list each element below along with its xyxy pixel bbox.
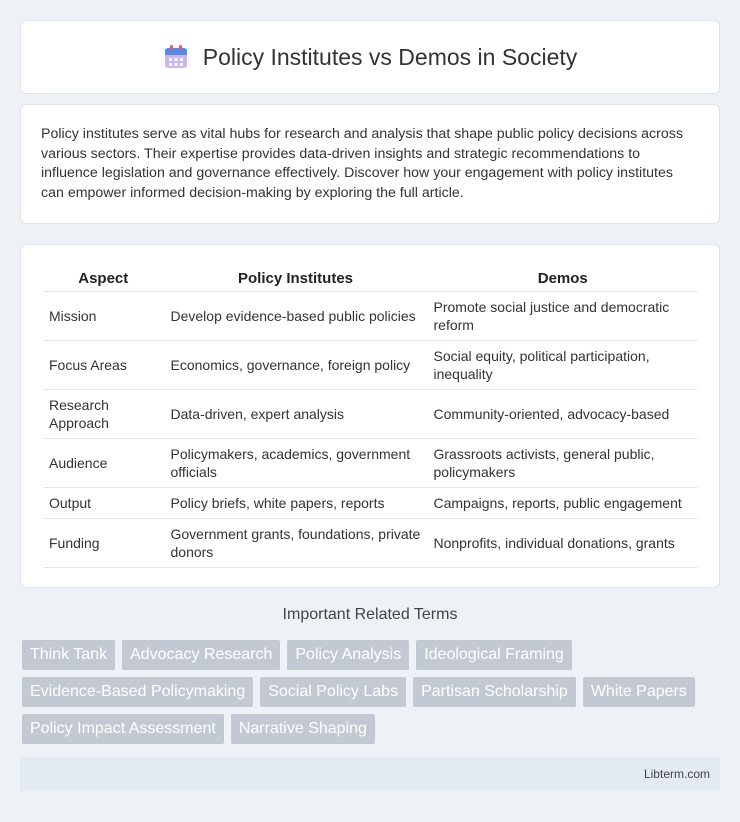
intro-card — [20, 104, 720, 224]
row-demos: Promote social justice and democratic reform — [427, 291, 698, 340]
comparison-table-card — [20, 244, 720, 588]
intro-text: Policy institutes serve as vital hubs for research and analysis that shape public policy decisions across various sectors. Their expertise provides data-driven insights and strategic recommendations to influence legislation and governance effectively. Discover how your engagement with policy institutes can empower informed decision-making by exploring the full article. — [41, 126, 683, 201]
row-policy-institutes: Policymakers, academics, government officials — [164, 438, 427, 487]
row-aspect: Research Approach — [43, 389, 164, 438]
tag-social-policy-labs[interactable]: Social Policy Labs — [260, 677, 406, 707]
comparison-table — [43, 265, 698, 568]
tag-advocacy-research[interactable]: Advocacy Research — [122, 640, 280, 670]
header-aspect: Aspect — [43, 265, 164, 291]
header-card — [20, 20, 720, 94]
row-policy-institutes: Government grants, foundations, private donors — [164, 518, 427, 567]
tag-policy-impact-assessment[interactable]: Policy Impact Assessment — [22, 714, 224, 744]
table-row — [43, 291, 698, 340]
table-row — [43, 518, 698, 567]
table-row — [43, 438, 698, 487]
row-aspect: Focus Areas — [43, 340, 164, 389]
row-policy-institutes: Develop evidence-based public policies — [164, 291, 427, 340]
row-aspect: Audience — [43, 438, 164, 487]
row-policy-institutes: Economics, governance, foreign policy — [164, 340, 427, 389]
page-title: Policy Institutes vs Demos in Society — [202, 43, 578, 70]
row-aspect: Funding — [43, 518, 164, 567]
calendar-icon — [163, 44, 189, 70]
row-demos: Nonprofits, individual donations, grants — [427, 518, 698, 567]
related-terms-tags — [22, 640, 722, 744]
related-terms-title: Important Related Terms — [282, 606, 458, 623]
footer — [20, 757, 720, 791]
row-policy-institutes: Policy briefs, white papers, reports — [164, 487, 427, 518]
tag-evidence-based-policymaking[interactable]: Evidence-Based Policymaking — [22, 677, 253, 707]
title-wrap — [163, 44, 578, 71]
table-row — [43, 389, 698, 438]
row-demos: Campaigns, reports, public engagement — [427, 487, 698, 518]
tag-white-papers[interactable]: White Papers — [583, 677, 695, 707]
table-header-row — [43, 265, 698, 291]
tag-narrative-shaping[interactable]: Narrative Shaping — [231, 714, 375, 744]
table-row — [43, 340, 698, 389]
row-policy-institutes: Data-driven, expert analysis — [164, 389, 427, 438]
row-demos: Community-oriented, advocacy-based — [427, 389, 698, 438]
row-aspect: Output — [43, 487, 164, 518]
tag-ideological-framing[interactable]: Ideological Framing — [416, 640, 572, 670]
row-demos: Social equity, political participation, inequality — [427, 340, 698, 389]
tag-partisan-scholarship[interactable]: Partisan Scholarship — [413, 677, 576, 707]
footer-site-link[interactable]: Libterm.com — [643, 767, 710, 781]
tag-think-tank[interactable]: Think Tank — [22, 640, 115, 670]
row-aspect: Mission — [43, 291, 164, 340]
header-demos: Demos — [427, 265, 698, 291]
row-demos: Grassroots activists, general public, policymakers — [427, 438, 698, 487]
tag-policy-analysis[interactable]: Policy Analysis — [287, 640, 409, 670]
header-policy-institutes: Policy Institutes — [164, 265, 427, 291]
table-row — [43, 487, 698, 518]
